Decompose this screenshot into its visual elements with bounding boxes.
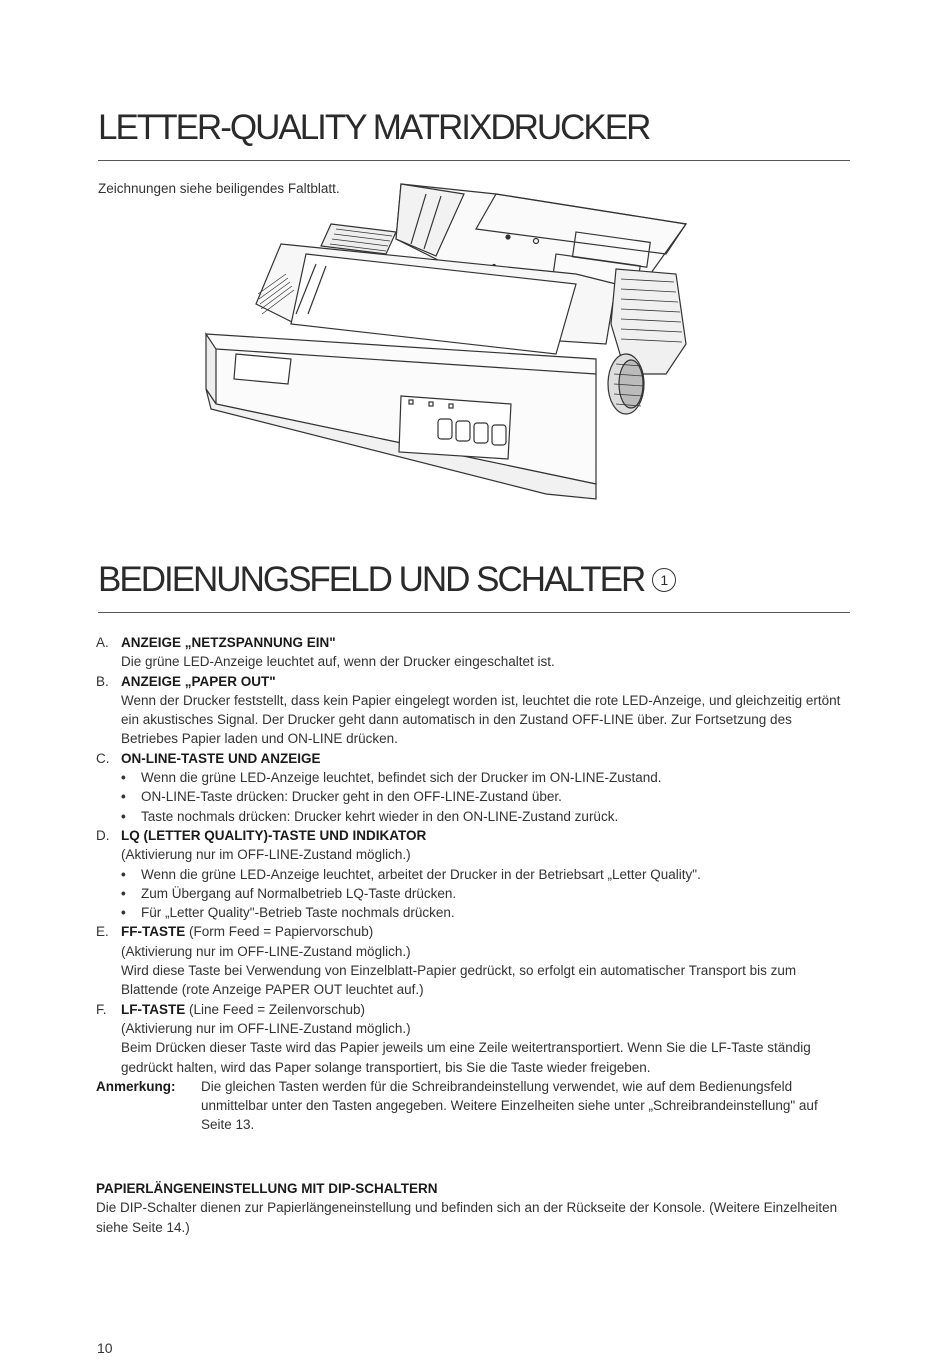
note-block [96, 1077, 848, 1135]
item-note: (Aktivierung nur im OFF-LINE-Zustand möglich.) [121, 1020, 411, 1036]
item-e [96, 922, 848, 941]
controls-list [96, 633, 848, 1135]
item-letter: D. [96, 827, 110, 843]
item-text: Beim Drücken dieser Taste wird das Papier jeweils um eine Zeile weitertransportiert. Wenn Sie die LF-Taste ständig gedrückt halten, wird das Paper solange transportiert, bis Sie die Taste wieder freigeben. [121, 1040, 811, 1075]
item-letter: C. [96, 750, 110, 766]
bullet-icon: • [121, 885, 126, 901]
item-text: Wenn der Drucker feststellt, dass kein Papier eingelegt worden ist, leuchtet die rote LED-Anzeige, und gleichzeitig ertönt ein akustisches Signal. Der Drucker geht dann automatisch in den Zustand OFF-LINE über. Zur Fortsetzung des Betriebes Papier laden und ON-LINE drücken. [121, 692, 841, 747]
item-letter: E. [96, 924, 109, 940]
bullet-text: Für „Letter Quality"-Betrieb Taste nochmals drücken. [141, 905, 455, 921]
bullet-text: Zum Übergang auf Normalbetrieb LQ-Taste drücken. [141, 885, 457, 901]
item-b [96, 672, 848, 691]
item-heading: FF-TASTE [121, 924, 186, 940]
bullet-item [96, 903, 848, 922]
item-letter: A. [96, 635, 109, 650]
item-text: Die grüne LED-Anzeige leuchtet auf, wenn der Drucker eingeschaltet ist. [121, 654, 555, 670]
bullet-icon: • [121, 905, 126, 921]
note-label: Anmerkung: [96, 1078, 176, 1094]
bullet-text: Wenn die grüne LED-Anzeige leuchtet, befindet sich der Drucker im ON-LINE-Zustand. [141, 770, 662, 786]
figure-caption: Zeichnungen siehe beiligendes Faltblatt. [98, 181, 340, 196]
bullet-text: Taste nochmals drücken: Drucker kehrt wieder in den ON-LINE-Zustand zurück. [141, 808, 619, 824]
bullet-icon: • [121, 866, 126, 882]
note-text: Die gleichen Tasten werden für die Schreibrandeinstellung verwendet, wie auf dem Bedienungsfeld unmittelbar unter den Tasten angegeben. Weitere Einzelheiten siehe unter „Schreibrandeinstellung" auf Seite 13. [201, 1078, 818, 1133]
item-d [96, 826, 848, 845]
dip-section [96, 1179, 848, 1237]
item-heading: ON-LINE-TASTE UND ANZEIGE [121, 750, 321, 766]
bullet-item [96, 865, 848, 884]
section-title-text: BEDIENUNGSFELD UND SCHALTER [98, 560, 645, 599]
dip-heading: PAPIERLÄNGENEINSTELLUNG MIT DIP-SCHALTERN [96, 1181, 438, 1196]
item-letter: B. [96, 673, 109, 689]
item-text: Wird diese Taste bei Verwendung von Einzelblatt-Papier gedrückt, so erfolgt ein automatischer Transport bis zum Blattende (rote Anzeige PAPER OUT leuchtet auf.) [121, 963, 797, 998]
printer-illustration [196, 174, 696, 514]
bullet-item [96, 787, 848, 806]
item-heading-suffix: (Line Feed = Zeilenvorschub) [185, 1001, 365, 1017]
page-title: LETTER-QUALITY MATRIXDRUCKER [98, 108, 650, 147]
bullet-icon: • [121, 808, 126, 824]
page-number: 10 [97, 1340, 113, 1356]
item-heading: LQ (LETTER QUALITY)-TASTE UND INDIKATOR [121, 827, 427, 843]
item-a [96, 633, 848, 652]
item-note: (Aktivierung nur im OFF-LINE-Zustand möglich.) [121, 943, 411, 959]
dip-text: Die DIP-Schalter dienen zur Papierlängeneinstellung und befinden sich an der Rückseite der Konsole. (Weitere Einzelheiten siehe Seite 14.) [96, 1200, 838, 1235]
bullet-item [96, 768, 848, 787]
bullet-text: Wenn die grüne LED-Anzeige leuchtet, arbeitet der Drucker in der Betriebsart „Letter Quality". [141, 866, 701, 882]
section-number-badge: 1 [652, 568, 676, 592]
title-rule [98, 160, 850, 161]
item-note: (Aktivierung nur im OFF-LINE-Zustand möglich.) [121, 847, 411, 863]
bullet-item [96, 884, 848, 903]
item-heading-suffix: (Form Feed = Papiervorschub) [185, 924, 374, 940]
item-heading: LF-TASTE [121, 1001, 186, 1017]
bullet-item [96, 807, 848, 826]
item-f [96, 1000, 848, 1019]
item-heading: ANZEIGE „NETZSPANNUNG EIN" [121, 635, 336, 650]
item-heading: ANZEIGE „PAPER OUT" [121, 673, 276, 689]
bullet-text: ON-LINE-Taste drücken: Drucker geht in den OFF-LINE-Zustand über. [141, 789, 562, 805]
bullet-icon: • [121, 770, 126, 786]
section-title [98, 560, 676, 600]
item-letter: F. [96, 1001, 107, 1017]
item-c [96, 749, 848, 768]
bullet-icon: • [121, 789, 126, 805]
section-rule [98, 612, 850, 613]
